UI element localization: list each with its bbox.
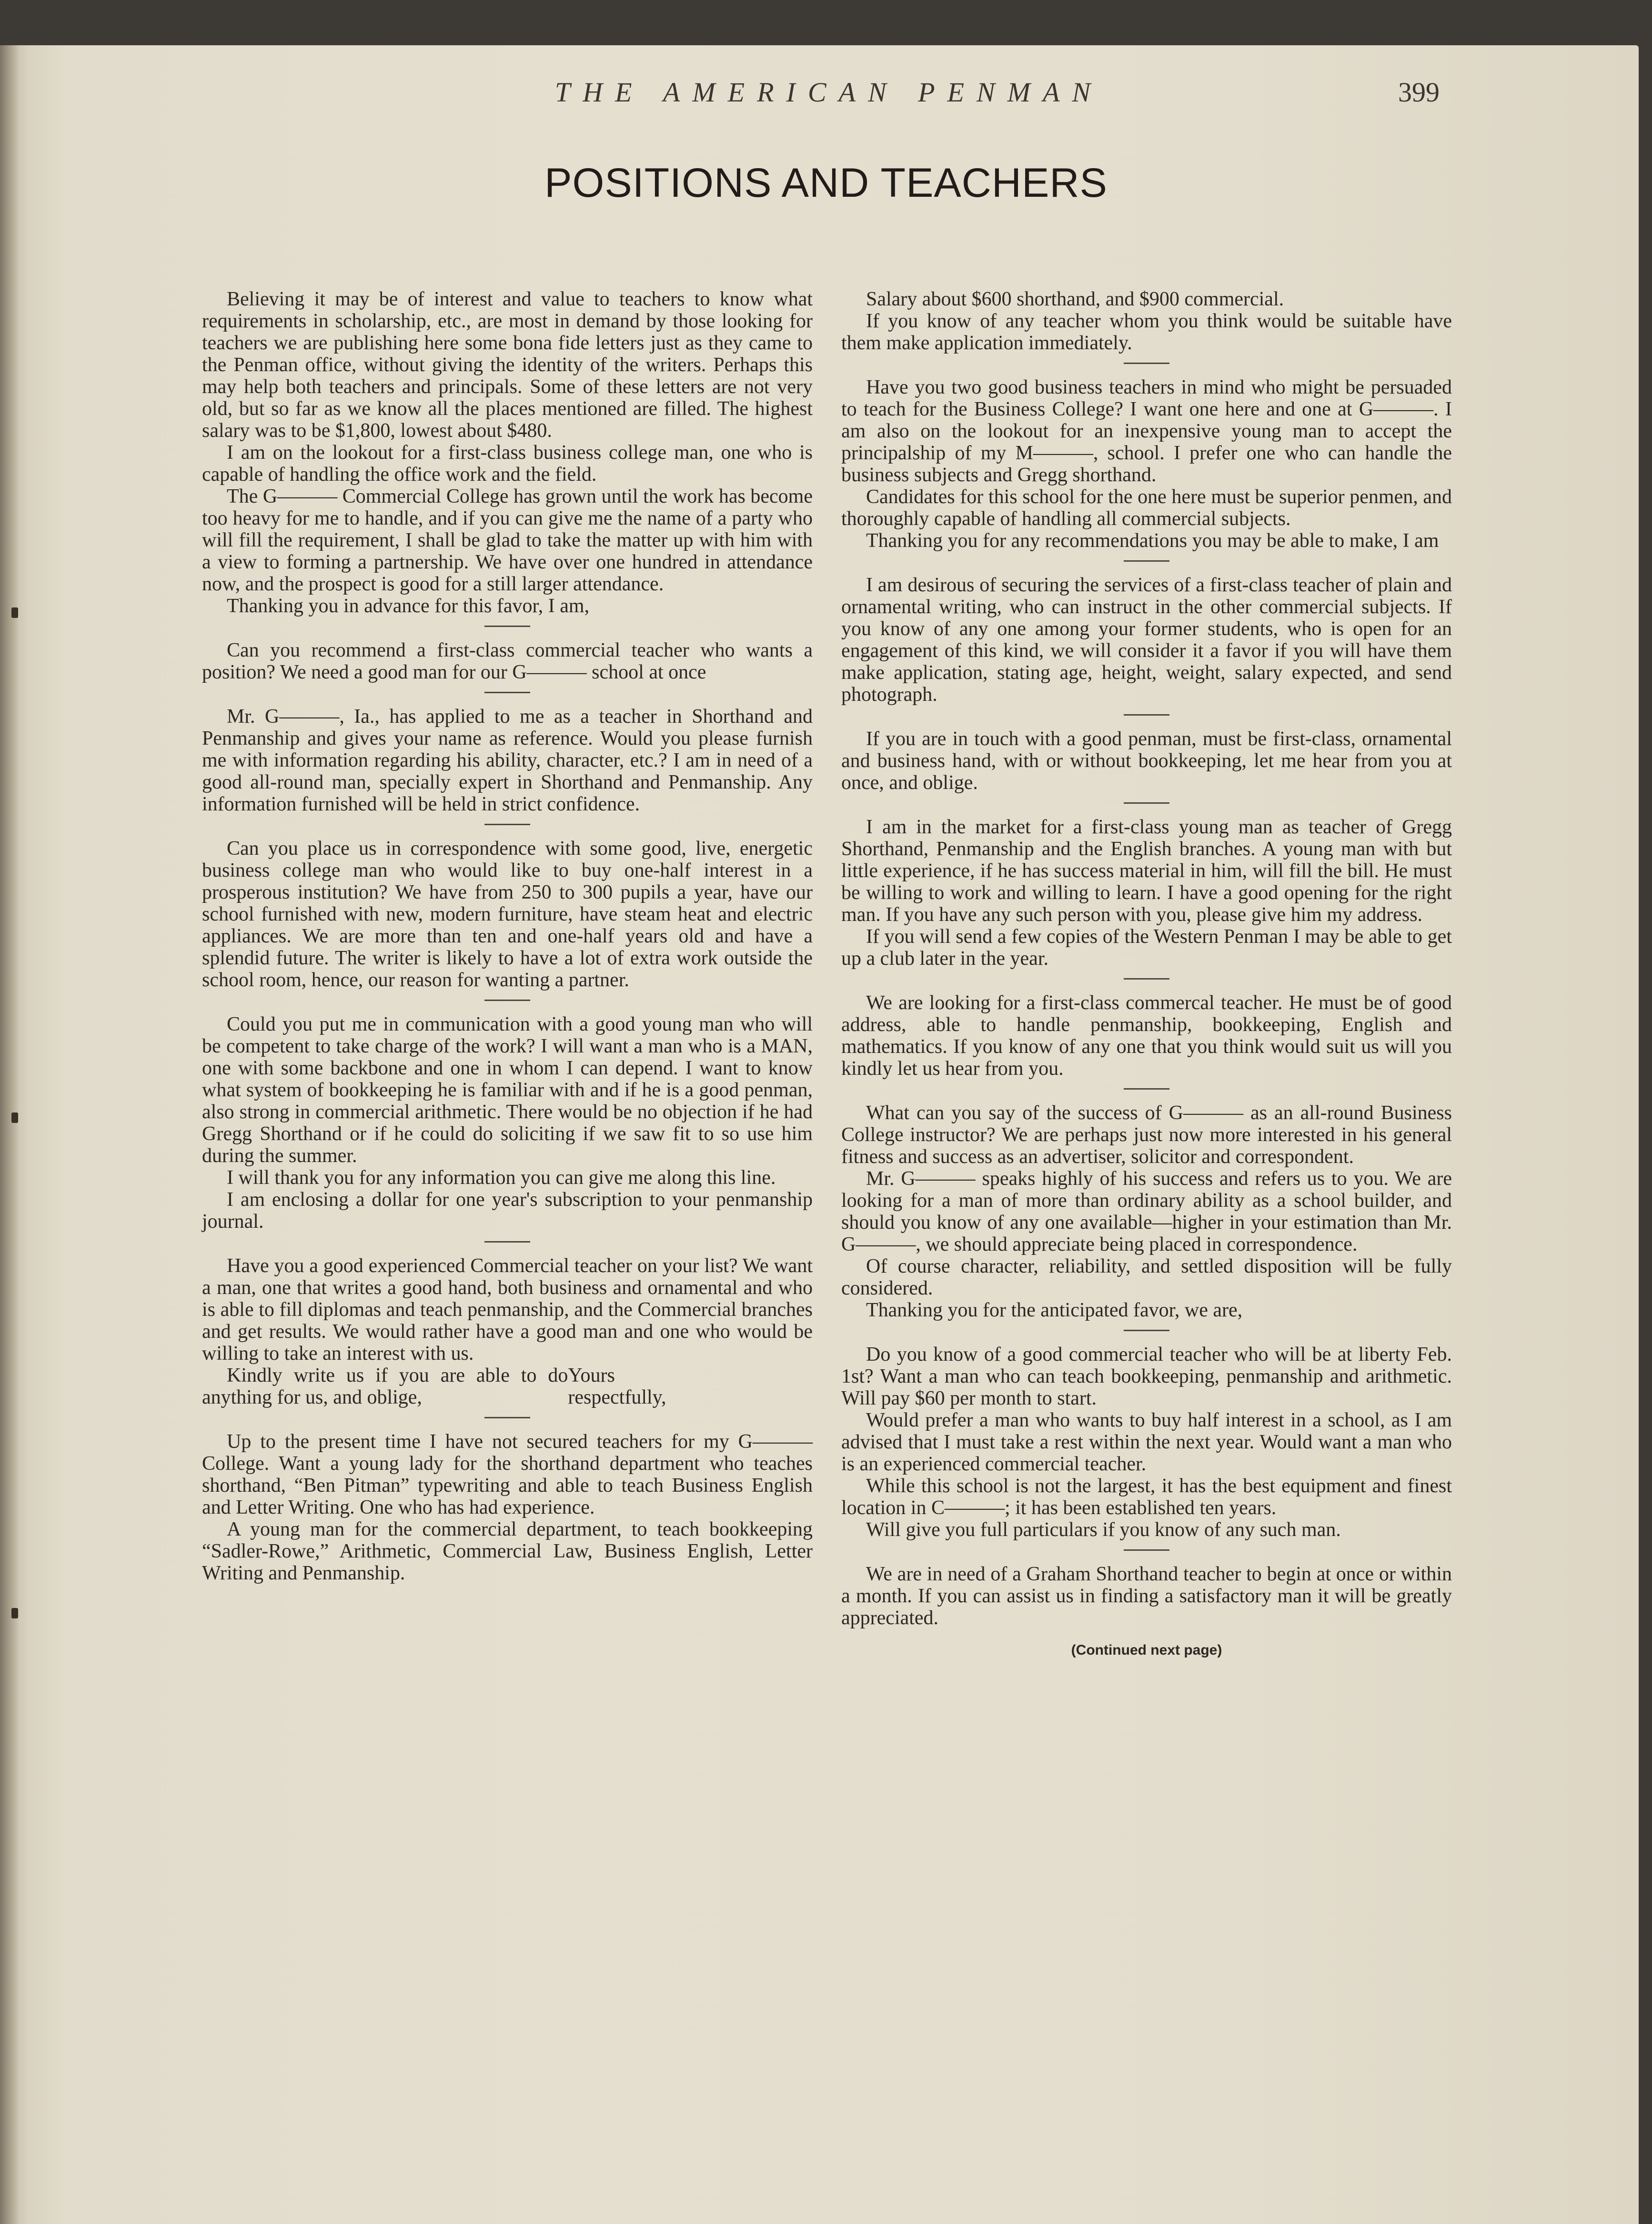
letter-divider [1124,1088,1169,1090]
left-column [202,288,813,1584]
letter-paragraph: Of course character, reliability, and settled disposition will be fully considered. [841,1255,1452,1299]
letter-divider [1124,363,1169,364]
letter-paragraph: I will thank you for any information you can give me along this line. [227,1167,776,1189]
letter-paragraph: Will give you full particulars if you know of any such man. [866,1519,1341,1541]
letter-paragraph: If you know of any teacher whom you think would be suitable have them make application immediately. [841,310,1452,354]
letter-paragraph: If you are in touch with a good penman, must be first-class, ornamental and business hand, with or without bookkeeping, let me hear from you at once, and oblige. [841,728,1452,794]
letter-paragraph: Candidates for this school for the one here must be superior penmen, and thoroughly capable of handling all commercial subjects. [841,486,1452,530]
letter-divider [484,824,530,825]
margin-mark [11,607,18,618]
letter-divider [484,1417,530,1418]
letter-paragraph: Thanking you in advance for this favor, I am, [227,595,590,617]
letter-paragraph: Would prefer a man who wants to buy half interest in a school, as I am advised that I must take a rest within the next year. Would want a man who is an experienced commercial teacher. [841,1409,1452,1475]
letter-divider [1124,560,1169,562]
letter-paragraph: Salary about $600 shorthand, and $900 commercial. [866,288,1284,310]
continued-note: (Continued next page) [1071,1642,1222,1658]
letter-divider [1124,1549,1169,1551]
letter-paragraph: Thanking you for any recommendations you may be able to make, I am [866,530,1439,552]
letter-paragraph: Have you two good business teachers in mind who might be persuaded to teach for the Business College? I want one here and one at G———. I am also on the lookout for an inexpensive young man to accept the principalship of my M———, school. I prefer one who can handle the business subjects and Gregg shorthand. [841,376,1452,486]
letter-divider [484,692,530,693]
letter-divider [1124,1330,1169,1331]
letter-divider [1124,978,1169,980]
letter-paragraph: We are in need of a Graham Shorthand teacher to begin at once or within a month. If you can assist us in finding a satisfactory man it will be greatly appreciated. [841,1563,1452,1629]
letter-divider [484,1241,530,1243]
letter-paragraph: Could you put me in communication with a good young man who will be competent to take charge of the work? I will want a man who is a MAN, one with some backbone and one in whom I can depend. I want to know what system of bookkeeping he is familiar with and if he is a good penman, also strong in commercial arithmetic. There would be no objection if he had Gregg Shorthand or if he could do soliciting if we saw fit to so use him during the summer. [202,1013,813,1167]
letter-paragraph: Have you a good experienced Commercial teacher on your list? We want a man, one that writes a good hand, both business and ornamental and who is able to fill diplomas and teach penmanship, and the Commercial branches and get results. We would rather have a good man and one who would be willing to take an interest with us. [202,1255,813,1365]
letter-divider [484,1000,530,1001]
letter-paragraph: I am enclosing a dollar for one year's subscription to your penmanship journal. [202,1189,813,1233]
letter-paragraph: Mr. G———, Ia., has applied to me as a teacher in Shorthand and Penmanship and gives your name as reference. Would you please furnish me with information regarding his ability, character, etc.? I am in need of a good all-round man, specially expert in Shorthand and Penmanship. Any information furnished will be held in strict confidence. [202,706,813,815]
letter-closing: Yours respectfully, [568,1365,666,1408]
letter-paragraph: Mr. G——— speaks highly of his success and refers us to you. We are looking for a man of more than ordinary ability as a school builder, and should you know of any one available—higher in your estimation than Mr. G———, we should appreciate being placed in correspondence. [841,1168,1452,1255]
letter-paragraph: I am in the market for a first-class young man as teacher of Gregg Shorthand, Penmanship and the English branches. A young man with but little experience, if he has success material in him, will fill the bill. He must be willing to work and willing to learn. I have a good opening for the right man. If you have any such person with you, please give him my address. [841,816,1452,926]
letter-paragraph: We are looking for a first-class commercal teacher. He must be of good address, able to handle penmanship, bookkeeping, English and mathematics. If you know of any one that you think would suit us will you kindly let us hear from you. [841,992,1452,1080]
page-number: 399 [1398,77,1440,108]
letter-paragraph: If you will send a few copies of the Western Penman I may be able to get up a club later in the year. [841,926,1452,970]
letter-paragraph: Do you know of a good commercial teacher who will be at liberty Feb. 1st? Want a man who can teach bookkeeping, penmanship and arithmetic. Will pay $60 per month to start. [841,1344,1452,1409]
article-title: POSITIONS AND TEACHERS [544,160,1108,206]
letter-paragraph: Up to the present time I have not secured teachers for my G——— College. Want a young lady for the shorthand department who teaches shorthand, “Ben Pitman” typewriting and able to teach Business English and Letter Writing. One who has had experience. [202,1431,813,1518]
letter-paragraph: I am desirous of securing the services of a first-class teacher of plain and ornamental writing, who can instruct in the other commercial subjects. If you know of any one among your former students, who is open for an engagement of this kind, we will consider it a favor if you will have them make application, stating age, height, weight, salary expected, and send photograph. [841,574,1452,706]
letter-paragraph: While this school is not the largest, it has the best equipment and finest location in C———; it has been established ten years. [841,1475,1452,1519]
letter-divider [1124,802,1169,804]
letter-paragraph: Believing it may be of interest and value to teachers to know what requirements in scholarship, etc., are most in demand by those looking for teachers we are publishing here some bona fide letters just as they came to the Penman office, without giving the identity of the writers. Perhaps this may help both teachers and principals. Some of these letters are not very old, but so far as we know all the places mentioned are filled. The highest salary was to be $1,800, lowest about $480. [202,288,813,442]
letter-paragraph: Can you place us in correspondence with some good, live, energetic business college man who would like to buy one-half interest in a prosperous institution? We have from 250 to 300 pupils a year, have our school furnished with new, modern furniture, have steam heat and electric appliances. We are more than ten and one-half years old and have a splendid future. The writer is likely to have a lot of extra work outside the school room, hence, our reason for wanting a partner. [202,838,813,991]
letter-paragraph: A young man for the commercial department, to teach bookkeeping “Sadler-Rowe,” Arithmetic, Commercial Law, Business English, Letter Writing and Penmanship. [202,1518,813,1584]
letter-paragraph: What can you say of the success of G——— as an all-round Business College instructor? We are perhaps just now more interested in his general fitness and success as an advertiser, solicitor and correspondent. [841,1102,1452,1168]
letter-divider [1124,714,1169,716]
letter-paragraph: I am on the lookout for a first-class business college man, one who is capable of handling the office work and the field. [202,442,813,485]
letter-paragraph: The G——— Commercial College has grown until the work has become too heavy for me to handle, and if you can give me the name of a party who will fill the requirement, I shall be glad to take the matter up with him with a view to forming a partnership. We have over one hundred in attendance now, and the prospect is good for a still larger attendance. [202,485,813,595]
running-head: THE AMERICAN PENMAN [554,77,1103,108]
margin-mark [11,1112,18,1123]
right-column [841,288,1452,1661]
margin-mark [11,1608,18,1618]
letter-paragraph-text: Kindly write us if you are able to do anything for us, and oblige, [202,1365,568,1408]
letter-paragraph [202,1365,813,1408]
letter-paragraph: Can you recommend a first-class commercial teacher who wants a position? We need a good man for our G——— school at once [202,639,813,683]
letter-divider [484,626,530,627]
letter-paragraph: Thanking you for the anticipated favor, we are, [866,1299,1243,1321]
